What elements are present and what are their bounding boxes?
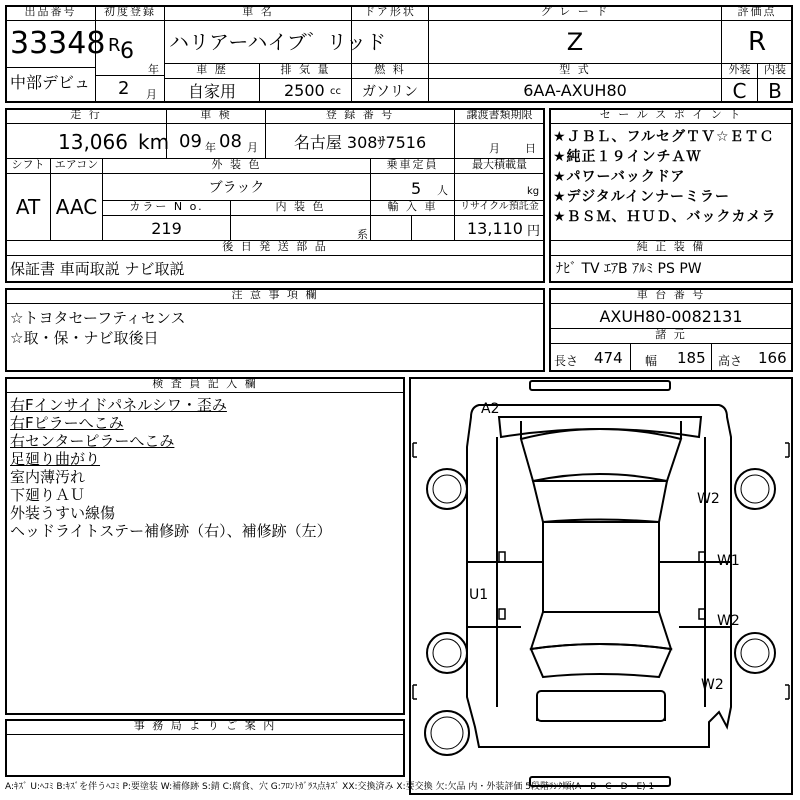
reg-year: 6 — [120, 39, 134, 64]
int-color-header: 内 装 色 — [230, 200, 371, 216]
disp-value: 2500 — [284, 81, 325, 100]
load-header: 最大積載量 — [454, 158, 545, 174]
note-item: ☆取・保・ナビ取後日 — [10, 329, 159, 347]
length-label: 長さ — [554, 354, 579, 368]
mileage-cell — [5, 123, 170, 159]
length-cell — [549, 343, 631, 372]
lot-header: 出品番号 — [5, 5, 96, 21]
height-value: 166 — [758, 349, 787, 367]
ext-color-header: 外 装 色 — [102, 158, 371, 174]
inspector-line: 右Fインサイドパネルシワ・歪み — [10, 396, 227, 414]
sales-point: ★ＢＳＭ、ＨＵＤ、バックカメラ — [553, 209, 777, 225]
ext-grade: C — [721, 78, 758, 103]
reg-month-cell — [95, 75, 165, 103]
length-value: 474 — [594, 349, 623, 367]
insp-month-unit: 月 — [247, 141, 258, 154]
insp-year: 09 — [179, 131, 202, 152]
regno-value: 名古屋 308ｻ7516 — [265, 123, 455, 159]
first-reg-header: 初度登録 — [95, 5, 165, 21]
import-cell — [370, 215, 412, 241]
height-label: 高さ — [718, 354, 743, 368]
insp-year-unit: 年 — [205, 141, 216, 154]
inspector-line: 足廻り曲がり — [10, 450, 101, 468]
mileage-value: 13,066 — [58, 130, 128, 154]
recycle-cell — [454, 215, 545, 241]
disp-cell — [259, 78, 352, 103]
ext-color-value: ブラック — [102, 173, 371, 201]
damage-mark: U1 — [469, 587, 489, 603]
insp-month: 08 — [219, 131, 242, 152]
sales-points-list — [553, 128, 791, 226]
mileage-header: 走 行 — [5, 108, 167, 124]
door-value — [351, 20, 429, 64]
inspector-header: 検 査 員 記 入 欄 — [5, 377, 405, 393]
sales-point: ★パワーバックドア — [553, 169, 686, 185]
damage-mark: W2 — [717, 613, 740, 629]
transfer-day: 日 — [525, 142, 536, 155]
damage-mark: W2 — [697, 491, 720, 507]
chassis-header: 車 台 番 号 — [549, 288, 793, 304]
history-value: 自家用 — [164, 78, 260, 103]
color-no-value: 219 — [102, 215, 231, 241]
inspector-line: 外装うすい線傷 — [10, 504, 116, 522]
recycle-unit: 円 — [527, 224, 541, 239]
equip-header: 純 正 装 備 — [549, 240, 793, 256]
ac-header: エアコン — [50, 158, 103, 174]
score-value: R — [721, 20, 793, 64]
regno-header: 登 録 番 号 — [265, 108, 455, 124]
month-unit: 月 — [146, 88, 157, 101]
note-item: ☆トヨタセーフティセンス — [10, 309, 186, 327]
sales-point: ★デジタルインナーミラー — [553, 189, 731, 205]
debut-label: 中部デビュ — [5, 67, 96, 103]
grade-header: グ レ ー ド — [428, 5, 722, 21]
load-unit: kg — [527, 186, 540, 197]
transfer-header: 譲渡書類期限 — [454, 108, 545, 124]
sales-point: ★純正１９インチＡＷ — [553, 149, 702, 165]
lot-number: 33348 — [5, 20, 96, 68]
notes-header: 注 意 事 項 欄 — [5, 288, 545, 304]
import-header: 輸 入 車 — [370, 200, 455, 216]
capacity-value: 5 — [411, 179, 422, 198]
recycle-value: 13,110 — [467, 219, 523, 238]
capacity-unit: 人 — [437, 184, 448, 197]
import-cell-2 — [411, 215, 455, 241]
disp-header: 排 気 量 — [259, 63, 352, 79]
width-label: 幅 — [645, 354, 658, 368]
width-value: 185 — [677, 349, 706, 367]
mileage-unit: km — [138, 130, 170, 154]
disp-unit: cc — [330, 86, 341, 97]
height-cell — [711, 343, 793, 372]
width-cell — [630, 343, 712, 372]
inspection-header: 車 検 — [166, 108, 266, 124]
score-header: 評価点 — [721, 5, 793, 21]
transfer-month: 月 — [489, 142, 500, 155]
car-diagram — [409, 377, 793, 795]
fuel-header: 燃 料 — [351, 63, 429, 79]
color-no-header: カラー N o. — [102, 200, 231, 216]
load-cell — [454, 173, 545, 201]
inspector-line: 下廻りＡＵ — [10, 486, 86, 504]
damage-mark: A2 — [481, 401, 500, 417]
model-value: 6AA-AXUH80 — [428, 78, 722, 103]
damage-mark: W2 — [701, 677, 724, 693]
int-color-unit: 系 — [357, 228, 368, 241]
history-header: 車 歴 — [164, 63, 260, 79]
sales-points-header: セ ー ル ス ポ イ ン ト — [549, 108, 793, 124]
door-header: ドア形状 — [351, 5, 429, 21]
inspector-list — [10, 396, 332, 540]
fuel-value: ガソリン — [351, 78, 429, 103]
car-name: ハリアーハイブ゛リッド — [164, 20, 352, 64]
inspector-line: 右Fピラーへこみ — [10, 414, 124, 432]
notes-list — [10, 309, 185, 347]
int-color-cell — [230, 215, 371, 241]
first-reg-cell — [95, 20, 165, 76]
int-header: 内装 — [757, 63, 793, 79]
era: R — [108, 35, 121, 56]
inspector-line: 室内薄汚れ — [10, 468, 86, 486]
year-unit: 年 — [148, 63, 159, 76]
shift-value: AT — [5, 173, 51, 241]
inspector-line: ヘッドライトステー補修跡（右）、補修跡（左） — [10, 522, 332, 540]
legend-text: A:ｷｽﾞ U:ﾍｺﾐ B:ｷｽﾞを伴うﾍｺﾐ P:要塗装 W:補修跡 S:錆 C:腐食、穴 G:ﾌﾛﾝﾄｶﾞﾗｽ点ｷｽﾞ XX:交換済み X:要交換 欠:欠品 内・外装評価 5段階ﾗﾝｸ順(A・B・C・D・E) 1 — [5, 782, 655, 792]
damage-mark: W1 — [717, 553, 740, 569]
reg-month: 2 — [118, 78, 130, 99]
ac-value: AAC — [50, 173, 103, 241]
shift-header: シフト — [5, 158, 51, 174]
inspector-line: 右センターピラーへこみ — [10, 432, 175, 450]
transfer-cell — [454, 123, 545, 159]
ext-header: 外装 — [721, 63, 758, 79]
parts-header: 後 日 発 送 部 品 — [5, 240, 545, 256]
recycle-header: リサイクル預託金 — [454, 200, 545, 216]
parts-value: 保証書 車両取説 ナビ取説 — [5, 255, 545, 283]
model-header: 型 式 — [428, 63, 722, 79]
int-grade: B — [757, 78, 793, 103]
dims-header: 諸 元 — [549, 328, 793, 344]
equip-value: ﾅﾋﾞ TV ｴｱB ｱﾙﾐ PS PW — [549, 255, 793, 283]
capacity-header: 乗車定員 — [370, 158, 455, 174]
inspection-cell — [166, 123, 266, 159]
capacity-cell — [370, 173, 455, 201]
office-header: 事 務 局 よ り ご 案 内 — [5, 719, 405, 735]
grade-value: Z — [428, 20, 722, 64]
sales-point: ★ＪＢＬ、フルセグＴＶ☆ＥＴＣ — [553, 129, 775, 145]
car-name-header: 車 名 — [164, 5, 352, 21]
chassis-value: AXUH80-0082131 — [549, 303, 793, 329]
